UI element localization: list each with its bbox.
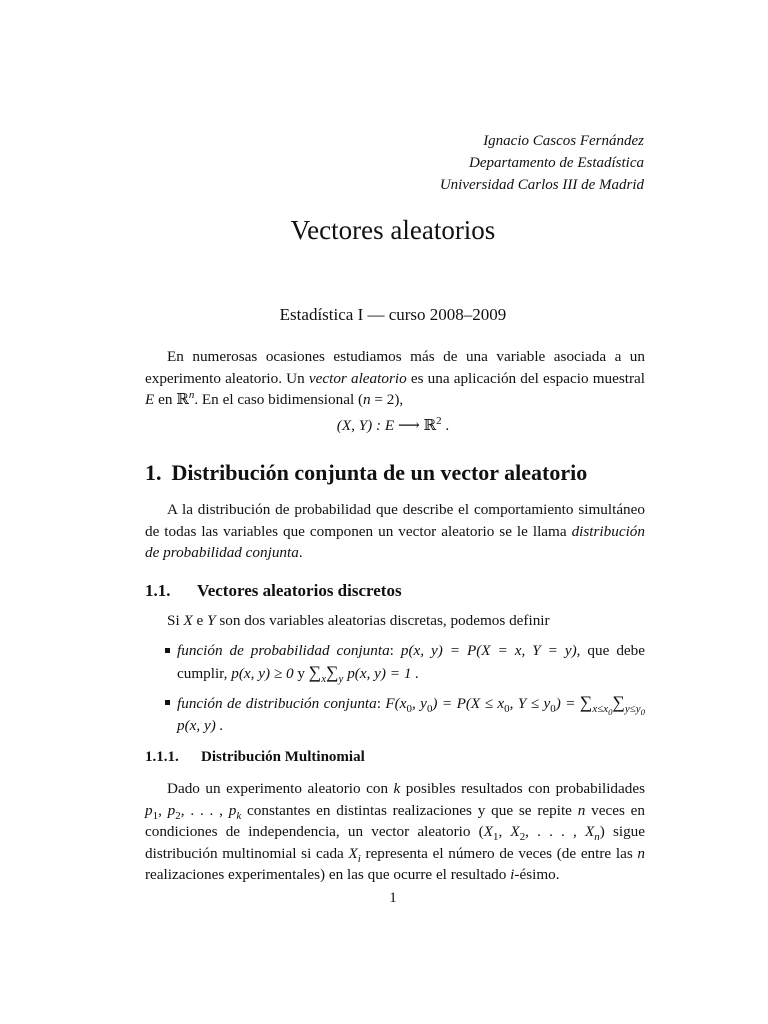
b1-sum-y: ∑ [326, 661, 339, 682]
s11-var-Y: Y [207, 612, 216, 629]
mn-var-n2: n [637, 844, 646, 862]
section-1-1-1-title: Distribución Multinomial [201, 749, 365, 765]
mn-text-a: Dado un experimento aleatorio con [167, 780, 394, 797]
mn-var-i: i [510, 866, 515, 883]
b2-sub-x-text: x≤x [592, 703, 609, 716]
bullet-square-icon [165, 648, 170, 653]
b2-sub0-a: 0 [406, 703, 412, 716]
mn-var-n: n [577, 801, 586, 819]
multinomial-paragraph: Dado un experimento aleatorio con k posibles resultados con probabilidades $p_1$, $p_2$, . . . , $p_k$ constantes en distintas realizaciones y que se repite n veces en condiciones de independencia, un vector aleatorio ($X_1$, $X_2$, . . . , $X_n$) sigue distribución multinomial si cada $X_i$ representa el número de veces (de entre las n realizaciones experimentales) en las que ocurre el resultado i-ésimo. [145, 780, 646, 883]
b2-formula-5: ) = [555, 695, 580, 712]
author-name: Ignacio Cascos Fernández [483, 133, 644, 149]
display-equation [0, 415, 768, 437]
intro-var-E: E [145, 391, 155, 408]
author-department: Departamento de Estadística [469, 155, 644, 171]
mn-Xn: X [584, 823, 595, 840]
document-title: Vectores aleatorios [290, 215, 496, 245]
s11-text-a: Si [167, 612, 184, 629]
intro-n-exponent: n [188, 388, 195, 401]
mn-X2: X [510, 823, 520, 840]
section-1-1-title: Vectores aleatorios discretos [197, 581, 402, 600]
b2-sub-x-range [592, 703, 613, 718]
b1-sub-y: y [338, 672, 344, 685]
definitions-list [145, 640, 645, 744]
intro-text-5: = 2), [370, 391, 404, 408]
intro-text-2: es una aplicación del espacio muestral [406, 369, 645, 387]
b1-colon: : [389, 642, 401, 659]
mn-Xn-sub: n [594, 831, 600, 844]
intro-R-symbol: ℝ [176, 391, 189, 408]
equation-lhs: (X, Y) : E ⟶ [336, 417, 424, 434]
mn-Xi-sub: i [357, 852, 361, 865]
equation-R: ℝ [423, 417, 437, 434]
intro-term-vector-aleatorio: vector aleatorio [308, 369, 407, 387]
b2-sub0-c: 0 [504, 703, 510, 716]
mn-X1-sub: 1 [492, 831, 499, 844]
b2-colon: : [376, 695, 386, 712]
b2-sub0-d: 0 [550, 703, 556, 716]
b2-formula-1: F(x [385, 695, 407, 712]
mn-p1: p [145, 801, 153, 819]
section-1-paragraph [145, 499, 645, 564]
section-1-heading [145, 458, 587, 488]
author-block [440, 130, 644, 196]
section-1-1-1-heading [145, 746, 365, 768]
mn-var-k: k [393, 780, 401, 797]
intro-text-4: . En el caso bidimensional ( [194, 391, 364, 408]
intro-text-3: en [154, 391, 177, 408]
mn-text-d: veces en condiciones de independencia, un vector aleatorio ( [145, 801, 646, 840]
b2-end: p(x, y) . [177, 716, 224, 734]
section-1-term: distribución de probabilidad conjunta [145, 522, 645, 561]
mn-text-c: constantes en distintas realizaciones y que se repite [241, 801, 578, 819]
mn-text-e: ) sigue distribución multinomial si cada [145, 823, 645, 862]
course-subtitle: Estadística I — curso 2008–2009 [279, 305, 507, 324]
b2-sub-y-range [624, 703, 645, 718]
bullet-square-icon [165, 700, 170, 705]
b2-formula-2: , y [411, 695, 427, 712]
b2-sub0-b: 0 [426, 703, 433, 716]
bullet-joint-distribution [145, 692, 645, 736]
section-1-end: . [298, 544, 303, 561]
b1-mid: , que debe cumplir, [177, 642, 645, 682]
b2-formula-4: , Y ≤ y [509, 695, 551, 712]
b2-sub-y-zero: 0 [640, 707, 645, 718]
mn-text-f: representa el número de veces (de entre las [360, 844, 638, 862]
section-1-1-heading [145, 579, 402, 603]
section-1-1-intro [145, 610, 645, 632]
mn-X1: X [483, 823, 493, 840]
section-1-1-number: 1.1. [145, 581, 171, 600]
mn-sub-k: k [236, 809, 242, 822]
b2-sub-y-text: y≤y [624, 703, 641, 716]
section-1-title: Distribución conjunta de un vector aleatorio [171, 460, 588, 485]
b1-cond2: p(x, y) = 1 . [343, 664, 420, 682]
section-1-1-1-number: 1.1.1. [145, 749, 179, 765]
mn-pk: p [228, 801, 237, 819]
section-1-number: 1. [145, 460, 162, 485]
section-1-text: A la distribución de probabilidad que describe el comportamiento simultáneo de todas las variables que componen un vector aleatorio se le llama [145, 501, 645, 540]
s11-var-X: X [183, 612, 193, 629]
equation-end: . [441, 417, 450, 434]
mn-Xi: X [348, 844, 358, 862]
mn-text-g: realizaciones experimentales) en las que ocurre el resultado [145, 866, 511, 883]
bullet-joint-probability [145, 640, 645, 684]
b2-sum-y: ∑ [612, 692, 625, 712]
mn-X2-sub: 2 [519, 831, 526, 844]
b2-sum-x: ∑ [579, 692, 593, 712]
mn-sub-2: 2 [175, 809, 181, 822]
mn-sub-1: 1 [152, 809, 159, 822]
b2-sub-x-zero: 0 [608, 707, 613, 718]
mn-text-b: posibles resultados con probabilidades [400, 780, 645, 797]
b1-term: función de probabilidad conjunta [177, 642, 390, 659]
b2-formula-3: ) = P(X ≤ x [432, 695, 505, 712]
intro-text-1: En numerosas ocasiones estudiamos más de una variable asociada a un experimento aleatorio. Un [145, 348, 645, 387]
b1-sub-x: x [321, 672, 327, 685]
page-number: 1 [389, 890, 397, 906]
intro-var-n: n [363, 391, 371, 408]
s11-text-c: son dos variables aleatorias discretas, podemos definir [215, 612, 550, 629]
equation-exponent: 2 [436, 414, 442, 427]
author-university: Universidad Carlos III de Madrid [439, 177, 644, 193]
b1-and: y [293, 664, 309, 682]
mn-text-h: -ésimo. [514, 866, 560, 883]
b1-sum-x: ∑ [308, 661, 322, 682]
intro-paragraph [145, 346, 645, 411]
b1-cond1: p(x, y) ≥ 0 [231, 664, 294, 682]
mn-p2: p [167, 801, 176, 819]
b1-formula: p(x, y) = P(X = x, Y = y) [400, 642, 577, 659]
s11-text-b: e [192, 612, 208, 629]
b2-term: función de distribución conjunta [177, 695, 377, 712]
intro-Rn [176, 388, 195, 408]
